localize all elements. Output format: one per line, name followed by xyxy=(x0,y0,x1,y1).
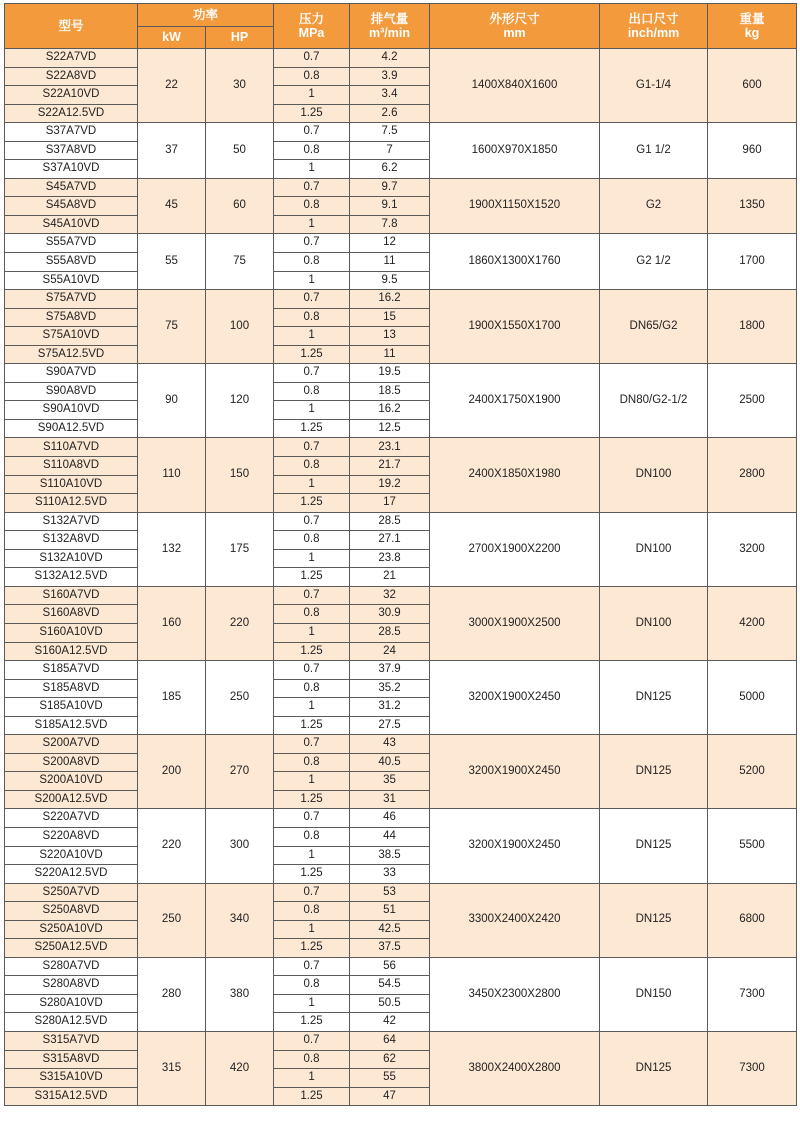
flow-cell: 3.4 xyxy=(350,86,430,105)
model-cell: S160A10VD xyxy=(5,623,138,642)
model-cell: S315A10VD xyxy=(5,1069,138,1088)
table-row xyxy=(5,178,797,197)
model-cell: S220A10VD xyxy=(5,846,138,865)
dimensions-cell: 3450X2300X2800 xyxy=(430,957,600,1031)
pressure-cell: 0.8 xyxy=(274,67,350,86)
flow-cell: 19.2 xyxy=(350,475,430,494)
weight-cell: 2500 xyxy=(708,364,797,438)
pressure-cell: 1 xyxy=(274,549,350,568)
header-outlet-unit: inch/mm xyxy=(627,26,680,40)
pressure-cell: 0.7 xyxy=(274,735,350,754)
kw-cell: 200 xyxy=(138,735,206,809)
flow-cell: 13 xyxy=(350,327,430,346)
table-row xyxy=(5,735,797,754)
flow-cell: 42.5 xyxy=(350,920,430,939)
table-body xyxy=(5,49,797,1106)
pressure-cell: 0.7 xyxy=(274,661,350,680)
flow-cell: 16.2 xyxy=(350,290,430,309)
pressure-cell: 1 xyxy=(274,160,350,179)
header-pressure-label: 压力 xyxy=(299,11,325,26)
flow-cell: 27.1 xyxy=(350,531,430,550)
flow-cell: 28.5 xyxy=(350,512,430,531)
model-cell: S90A8VD xyxy=(5,382,138,401)
outlet-cell: DN100 xyxy=(600,512,708,586)
outlet-cell: DN65/G2 xyxy=(600,290,708,364)
pressure-cell: 0.7 xyxy=(274,123,350,142)
flow-cell: 62 xyxy=(350,1050,430,1069)
pressure-cell: 0.7 xyxy=(274,364,350,383)
kw-cell: 55 xyxy=(138,234,206,290)
flow-cell: 50.5 xyxy=(350,994,430,1013)
outlet-cell: DN125 xyxy=(600,809,708,883)
model-cell: S280A7VD xyxy=(5,957,138,976)
model-cell: S200A12.5VD xyxy=(5,790,138,809)
pressure-cell: 0.8 xyxy=(274,902,350,921)
pressure-cell: 0.7 xyxy=(274,809,350,828)
hp-cell: 60 xyxy=(206,178,274,234)
table-row xyxy=(5,809,797,828)
outlet-cell: DN125 xyxy=(600,735,708,809)
model-cell: S185A12.5VD xyxy=(5,716,138,735)
header-pressure-unit: MPa xyxy=(298,26,325,40)
kw-cell: 37 xyxy=(138,123,206,179)
pressure-cell: 1.25 xyxy=(274,568,350,587)
pressure-cell: 1 xyxy=(274,86,350,105)
flow-cell: 24 xyxy=(350,642,430,661)
table-header xyxy=(5,4,797,49)
model-cell: S132A8VD xyxy=(5,531,138,550)
pressure-cell: 0.8 xyxy=(274,253,350,272)
header-flow xyxy=(350,4,430,49)
model-cell: S132A10VD xyxy=(5,549,138,568)
pressure-cell: 0.7 xyxy=(274,883,350,902)
flow-cell: 43 xyxy=(350,735,430,754)
flow-cell: 27.5 xyxy=(350,716,430,735)
table-row xyxy=(5,290,797,309)
model-cell: S280A10VD xyxy=(5,994,138,1013)
outlet-cell: DN80/G2-1/2 xyxy=(600,364,708,438)
hp-cell: 30 xyxy=(206,49,274,123)
kw-cell: 250 xyxy=(138,883,206,957)
flow-cell: 53 xyxy=(350,883,430,902)
header-weight xyxy=(708,4,797,49)
flow-cell: 9.7 xyxy=(350,178,430,197)
table-row xyxy=(5,661,797,680)
model-cell: S55A7VD xyxy=(5,234,138,253)
model-cell: S132A7VD xyxy=(5,512,138,531)
model-cell: S250A7VD xyxy=(5,883,138,902)
table-row xyxy=(5,586,797,605)
model-cell: S37A10VD xyxy=(5,160,138,179)
hp-cell: 270 xyxy=(206,735,274,809)
hp-cell: 300 xyxy=(206,809,274,883)
model-cell: S22A10VD xyxy=(5,86,138,105)
header-flow-label: 排气量 xyxy=(370,11,409,26)
outlet-cell: DN100 xyxy=(600,438,708,512)
hp-cell: 150 xyxy=(206,438,274,512)
flow-cell: 19.5 xyxy=(350,364,430,383)
pressure-cell: 1.25 xyxy=(274,790,350,809)
pressure-cell: 1 xyxy=(274,215,350,234)
flow-cell: 55 xyxy=(350,1069,430,1088)
weight-cell: 5200 xyxy=(708,735,797,809)
pressure-cell: 0.8 xyxy=(274,531,350,550)
weight-cell: 2800 xyxy=(708,438,797,512)
model-cell: S280A12.5VD xyxy=(5,1013,138,1032)
model-cell: S315A7VD xyxy=(5,1031,138,1050)
table-row xyxy=(5,438,797,457)
model-cell: S22A7VD xyxy=(5,49,138,68)
dimensions-cell: 3300X2400X2420 xyxy=(430,883,600,957)
header-kw: kW xyxy=(138,27,206,49)
pressure-cell: 1 xyxy=(274,846,350,865)
kw-cell: 45 xyxy=(138,178,206,234)
table-row xyxy=(5,364,797,383)
model-cell: S280A8VD xyxy=(5,976,138,995)
flow-cell: 32 xyxy=(350,586,430,605)
model-cell: S90A12.5VD xyxy=(5,419,138,438)
model-cell: S200A8VD xyxy=(5,753,138,772)
model-cell: S90A7VD xyxy=(5,364,138,383)
model-cell: S220A8VD xyxy=(5,827,138,846)
table-row xyxy=(5,49,797,68)
kw-cell: 280 xyxy=(138,957,206,1031)
weight-cell: 4200 xyxy=(708,586,797,660)
weight-cell: 3200 xyxy=(708,512,797,586)
dimensions-cell: 2700X1900X2200 xyxy=(430,512,600,586)
header-power: 功率 xyxy=(138,4,274,27)
kw-cell: 160 xyxy=(138,586,206,660)
pressure-cell: 0.8 xyxy=(274,197,350,216)
table-row xyxy=(5,512,797,531)
pressure-cell: 1 xyxy=(274,271,350,290)
weight-cell: 7300 xyxy=(708,1031,797,1105)
model-cell: S250A12.5VD xyxy=(5,939,138,958)
pressure-cell: 1 xyxy=(274,623,350,642)
kw-cell: 75 xyxy=(138,290,206,364)
weight-cell: 960 xyxy=(708,123,797,179)
table-row xyxy=(5,234,797,253)
outlet-cell: DN125 xyxy=(600,661,708,735)
model-cell: S160A7VD xyxy=(5,586,138,605)
flow-cell: 18.5 xyxy=(350,382,430,401)
header-dimensions xyxy=(430,4,600,49)
model-cell: S37A8VD xyxy=(5,141,138,160)
outlet-cell: DN150 xyxy=(600,957,708,1031)
model-cell: S55A10VD xyxy=(5,271,138,290)
dimensions-cell: 1900X1550X1700 xyxy=(430,290,600,364)
pressure-cell: 1 xyxy=(274,698,350,717)
pressure-cell: 1 xyxy=(274,327,350,346)
flow-cell: 3.9 xyxy=(350,67,430,86)
pressure-cell: 0.7 xyxy=(274,234,350,253)
flow-cell: 7 xyxy=(350,141,430,160)
pressure-cell: 0.8 xyxy=(274,141,350,160)
flow-cell: 6.2 xyxy=(350,160,430,179)
model-cell: S250A8VD xyxy=(5,902,138,921)
pressure-cell: 1.25 xyxy=(274,104,350,123)
header-outlet xyxy=(600,4,708,49)
model-cell: S200A7VD xyxy=(5,735,138,754)
spec-table xyxy=(4,3,797,1106)
weight-cell: 1350 xyxy=(708,178,797,234)
model-cell: S45A8VD xyxy=(5,197,138,216)
dimensions-cell: 3000X1900X2500 xyxy=(430,586,600,660)
flow-cell: 12.5 xyxy=(350,419,430,438)
table-row xyxy=(5,883,797,902)
kw-cell: 22 xyxy=(138,49,206,123)
kw-cell: 132 xyxy=(138,512,206,586)
pressure-cell: 0.7 xyxy=(274,586,350,605)
flow-cell: 51 xyxy=(350,902,430,921)
flow-cell: 15 xyxy=(350,308,430,327)
pressure-cell: 1 xyxy=(274,401,350,420)
hp-cell: 250 xyxy=(206,661,274,735)
dimensions-cell: 2400X1750X1900 xyxy=(430,364,600,438)
pressure-cell: 0.8 xyxy=(274,605,350,624)
flow-cell: 56 xyxy=(350,957,430,976)
model-cell: S75A10VD xyxy=(5,327,138,346)
flow-cell: 23.1 xyxy=(350,438,430,457)
header-dimensions-label: 外形尺寸 xyxy=(489,11,540,26)
model-cell: S200A10VD xyxy=(5,772,138,791)
header-hp: HP xyxy=(206,27,274,49)
model-cell: S55A8VD xyxy=(5,253,138,272)
model-cell: S22A8VD xyxy=(5,67,138,86)
pressure-cell: 0.7 xyxy=(274,49,350,68)
pressure-cell: 0.8 xyxy=(274,827,350,846)
pressure-cell: 0.7 xyxy=(274,290,350,309)
flow-cell: 21.7 xyxy=(350,457,430,476)
flow-cell: 23.8 xyxy=(350,549,430,568)
kw-cell: 185 xyxy=(138,661,206,735)
pressure-cell: 0.8 xyxy=(274,976,350,995)
kw-cell: 90 xyxy=(138,364,206,438)
flow-cell: 2.6 xyxy=(350,104,430,123)
pressure-cell: 0.7 xyxy=(274,957,350,976)
header-pressure xyxy=(274,4,350,49)
model-cell: S45A10VD xyxy=(5,215,138,234)
flow-cell: 46 xyxy=(350,809,430,828)
kw-cell: 220 xyxy=(138,809,206,883)
model-cell: S22A12.5VD xyxy=(5,104,138,123)
outlet-cell: G1 1/2 xyxy=(600,123,708,179)
model-cell: S220A7VD xyxy=(5,809,138,828)
model-cell: S90A10VD xyxy=(5,401,138,420)
header-weight-unit: kg xyxy=(744,26,760,40)
dimensions-cell: 2400X1850X1980 xyxy=(430,438,600,512)
model-cell: S160A12.5VD xyxy=(5,642,138,661)
weight-cell: 1800 xyxy=(708,290,797,364)
model-cell: S185A7VD xyxy=(5,661,138,680)
model-cell: S185A10VD xyxy=(5,698,138,717)
header-weight-label: 重量 xyxy=(739,11,765,26)
header-flow-unit: m³/min xyxy=(369,26,410,40)
pressure-cell: 0.7 xyxy=(274,1031,350,1050)
flow-cell: 47 xyxy=(350,1087,430,1106)
pressure-cell: 0.8 xyxy=(274,457,350,476)
flow-cell: 44 xyxy=(350,827,430,846)
pressure-cell: 1.25 xyxy=(274,419,350,438)
flow-cell: 7.5 xyxy=(350,123,430,142)
pressure-cell: 0.8 xyxy=(274,679,350,698)
weight-cell: 5500 xyxy=(708,809,797,883)
pressure-cell: 1.25 xyxy=(274,345,350,364)
dimensions-cell: 3200X1900X2450 xyxy=(430,735,600,809)
pressure-cell: 1.25 xyxy=(274,865,350,884)
model-cell: S110A7VD xyxy=(5,438,138,457)
model-cell: S75A8VD xyxy=(5,308,138,327)
pressure-cell: 1.25 xyxy=(274,642,350,661)
pressure-cell: 1 xyxy=(274,994,350,1013)
flow-cell: 40.5 xyxy=(350,753,430,772)
pressure-cell: 1 xyxy=(274,475,350,494)
header-dimensions-unit: mm xyxy=(503,26,526,40)
flow-cell: 35 xyxy=(350,772,430,791)
flow-cell: 12 xyxy=(350,234,430,253)
weight-cell: 1700 xyxy=(708,234,797,290)
pressure-cell: 1.25 xyxy=(274,494,350,513)
flow-cell: 21 xyxy=(350,568,430,587)
pressure-cell: 1.25 xyxy=(274,1013,350,1032)
outlet-cell: DN125 xyxy=(600,883,708,957)
model-cell: S220A12.5VD xyxy=(5,865,138,884)
pressure-cell: 1.25 xyxy=(274,1087,350,1106)
flow-cell: 37.5 xyxy=(350,939,430,958)
table-row xyxy=(5,123,797,142)
flow-cell: 64 xyxy=(350,1031,430,1050)
flow-cell: 9.1 xyxy=(350,197,430,216)
header-outlet-label: 出口尺寸 xyxy=(628,11,679,26)
pressure-cell: 0.8 xyxy=(274,1050,350,1069)
hp-cell: 50 xyxy=(206,123,274,179)
pressure-cell: 1 xyxy=(274,1069,350,1088)
model-cell: S315A8VD xyxy=(5,1050,138,1069)
dimensions-cell: 3800X2400X2800 xyxy=(430,1031,600,1105)
pressure-cell: 1 xyxy=(274,772,350,791)
dimensions-cell: 3200X1900X2450 xyxy=(430,809,600,883)
table-row xyxy=(5,1031,797,1050)
weight-cell: 7300 xyxy=(708,957,797,1031)
dimensions-cell: 3200X1900X2450 xyxy=(430,661,600,735)
dimensions-cell: 1600X970X1850 xyxy=(430,123,600,179)
kw-cell: 315 xyxy=(138,1031,206,1105)
outlet-cell: G2 xyxy=(600,178,708,234)
outlet-cell: G1-1/4 xyxy=(600,49,708,123)
outlet-cell: DN100 xyxy=(600,586,708,660)
outlet-cell: G2 1/2 xyxy=(600,234,708,290)
pressure-cell: 0.7 xyxy=(274,178,350,197)
hp-cell: 220 xyxy=(206,586,274,660)
weight-cell: 6800 xyxy=(708,883,797,957)
model-cell: S45A7VD xyxy=(5,178,138,197)
flow-cell: 28.5 xyxy=(350,623,430,642)
dimensions-cell: 1860X1300X1760 xyxy=(430,234,600,290)
model-cell: S110A8VD xyxy=(5,457,138,476)
model-cell: S160A8VD xyxy=(5,605,138,624)
hp-cell: 100 xyxy=(206,290,274,364)
pressure-cell: 0.8 xyxy=(274,753,350,772)
model-cell: S132A12.5VD xyxy=(5,568,138,587)
model-cell: S75A12.5VD xyxy=(5,345,138,364)
dimensions-cell: 1400X840X1600 xyxy=(430,49,600,123)
flow-cell: 38.5 xyxy=(350,846,430,865)
pressure-cell: 0.8 xyxy=(274,382,350,401)
pressure-cell: 0.8 xyxy=(274,308,350,327)
flow-cell: 31.2 xyxy=(350,698,430,717)
flow-cell: 42 xyxy=(350,1013,430,1032)
flow-cell: 35.2 xyxy=(350,679,430,698)
flow-cell: 7.8 xyxy=(350,215,430,234)
flow-cell: 33 xyxy=(350,865,430,884)
model-cell: S110A12.5VD xyxy=(5,494,138,513)
table-row xyxy=(5,957,797,976)
model-cell: S75A7VD xyxy=(5,290,138,309)
flow-cell: 54.5 xyxy=(350,976,430,995)
pressure-cell: 0.7 xyxy=(274,512,350,531)
model-cell: S315A12.5VD xyxy=(5,1087,138,1106)
pressure-cell: 0.7 xyxy=(274,438,350,457)
flow-cell: 4.2 xyxy=(350,49,430,68)
model-cell: S185A8VD xyxy=(5,679,138,698)
hp-cell: 340 xyxy=(206,883,274,957)
flow-cell: 37.9 xyxy=(350,661,430,680)
flow-cell: 11 xyxy=(350,253,430,272)
hp-cell: 120 xyxy=(206,364,274,438)
kw-cell: 110 xyxy=(138,438,206,512)
hp-cell: 380 xyxy=(206,957,274,1031)
flow-cell: 31 xyxy=(350,790,430,809)
pressure-cell: 1.25 xyxy=(274,939,350,958)
model-cell: S250A10VD xyxy=(5,920,138,939)
outlet-cell: DN125 xyxy=(600,1031,708,1105)
pressure-cell: 1 xyxy=(274,920,350,939)
flow-cell: 30.9 xyxy=(350,605,430,624)
weight-cell: 600 xyxy=(708,49,797,123)
hp-cell: 175 xyxy=(206,512,274,586)
flow-cell: 17 xyxy=(350,494,430,513)
weight-cell: 5000 xyxy=(708,661,797,735)
flow-cell: 9.5 xyxy=(350,271,430,290)
model-cell: S37A7VD xyxy=(5,123,138,142)
flow-cell: 11 xyxy=(350,345,430,364)
flow-cell: 16.2 xyxy=(350,401,430,420)
model-cell: S110A10VD xyxy=(5,475,138,494)
pressure-cell: 1.25 xyxy=(274,716,350,735)
hp-cell: 75 xyxy=(206,234,274,290)
hp-cell: 420 xyxy=(206,1031,274,1105)
dimensions-cell: 1900X1150X1520 xyxy=(430,178,600,234)
header-model: 型号 xyxy=(5,4,138,49)
